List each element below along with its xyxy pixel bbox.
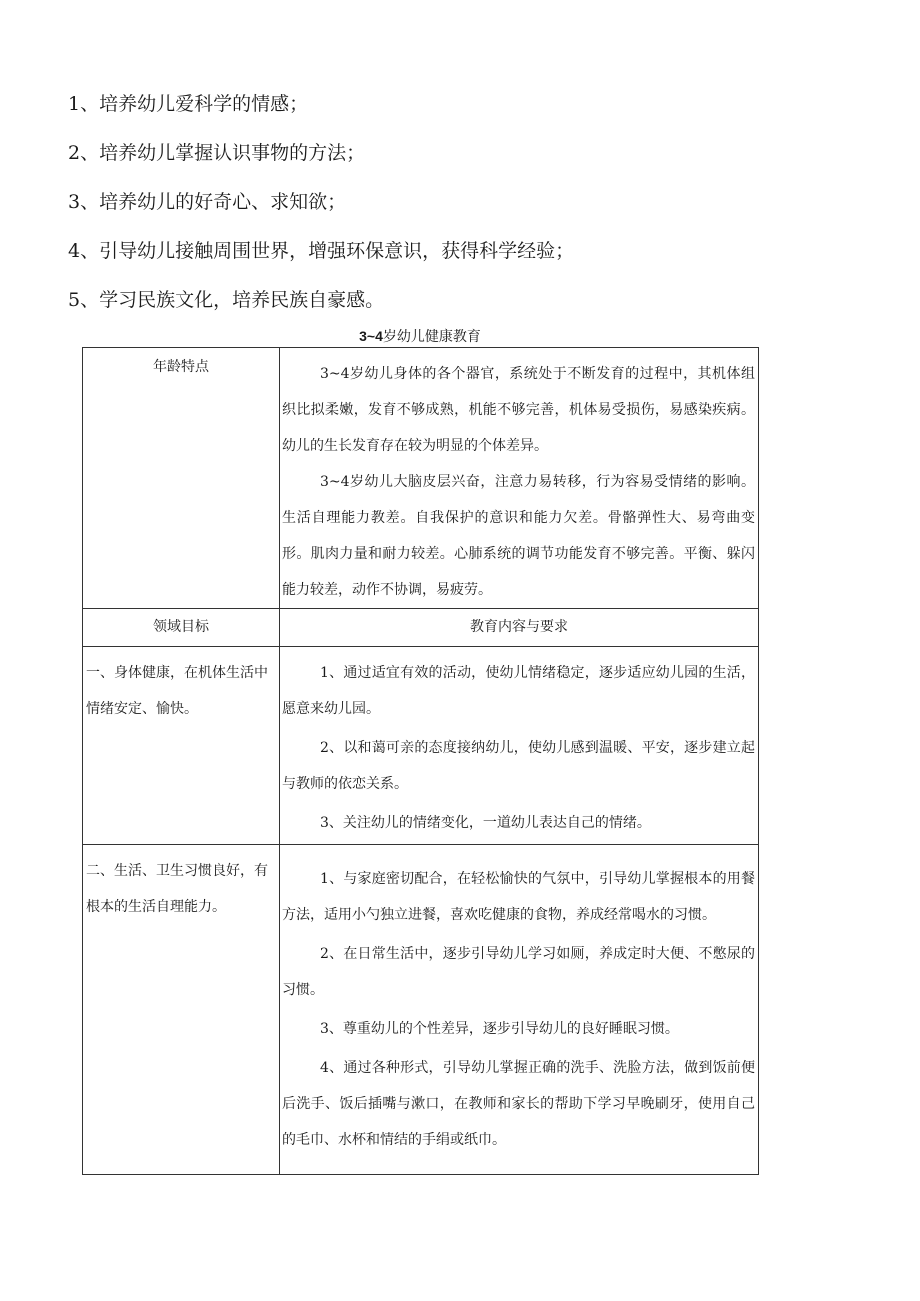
content-cell — [280, 647, 759, 845]
health-education-table — [82, 347, 759, 1175]
content-item: 4、通过各种形式，引导幼儿掌握正确的洗手、洗脸方法，做到饭前便后洗手、饭后插嘴与漱口，在教师和家长的帮助下学习早晚刷牙，使用自己的毛巾、水杯和情结的手绢或纸巾。 — [282, 1060, 755, 1148]
header-cell — [83, 609, 280, 647]
table-row — [83, 647, 759, 845]
goal-item: 2、培养幼儿掌握认识事物的方法； — [68, 142, 366, 164]
table-row — [83, 845, 759, 1175]
domain-text: 一、身体健康，在机体生活中情绪安定、愉快。 — [86, 665, 268, 717]
goal-item: 5、学习民族文化，培养民族自豪感。 — [68, 289, 385, 311]
content-item: 2、以和蔼可亲的态度接纳幼儿，使幼儿感到温暖、平安，逐步建立起与教师的依恋关系。 — [282, 740, 755, 792]
age-characteristics-cell — [280, 348, 759, 609]
domain-cell — [83, 647, 280, 845]
age-row — [83, 348, 759, 609]
content-item: 1、通过适宜有效的活动，使幼儿情绪稳定，逐步适应幼儿园的生活，愿意来幼儿园。 — [282, 665, 755, 717]
goal-item: 4、引导幼儿接触周围世界，增强环保意识，获得科学经验； — [68, 240, 575, 262]
content-item: 1、与家庭密切配合，在轻松愉快的气氛中，引导幼儿掌握根本的用餐方法，适用小勺独立进餐，喜欢吃健康的食物，养成经常喝水的习惯。 — [282, 871, 755, 923]
content-cell — [280, 845, 759, 1175]
header-row — [83, 609, 759, 647]
goals-list — [68, 84, 868, 329]
table-title — [82, 326, 758, 347]
table-title-text: 岁幼儿健康教育 — [382, 329, 481, 345]
age-paragraph: 3~4岁幼儿身体的各个器官，系统处于不断发育的过程中，其机体组织比拟柔嫩，发育不够成熟，机能不够完善，机体易受损伤，易感染疾病。幼儿的生长发育存在较为明显的个体差异。 — [282, 366, 755, 454]
content-item: 2、在日常生活中，逐步引导幼儿学习如厕，养成定时大便、不憋尿的习惯。 — [282, 946, 755, 998]
age-label-cell — [83, 348, 280, 609]
domain-text: 二、生活、卫生习惯良好，有根本的生活自理能力。 — [86, 863, 268, 915]
goal-item: 1、培养幼儿爱科学的情感； — [68, 93, 309, 115]
domain-goal-header: 领域目标 — [153, 619, 209, 635]
content-item: 3、尊重幼儿的个性差异，逐步引导幼儿的良好睡眠习惯。 — [320, 1021, 679, 1037]
age-paragraph: 3~4岁幼儿大脑皮层兴奋，注意力易转移，行为容易受情绪的影响。生活自理能力教差。自我保护的意识和能力欠差。骨骼弹性大、易弯曲变形。肌肉力量和耐力较差。心肺系统的调节功能发育不够完善。平衡、躲闪能力较差，动作不协调，易疲劳。 — [282, 474, 755, 598]
age-label: 年龄特点 — [153, 359, 209, 375]
content-header: 教育内容与要求 — [470, 619, 568, 635]
content-item: 3、关注幼儿的情绪变化，一道幼儿表达自己的情绪。 — [320, 815, 651, 831]
domain-cell — [83, 845, 280, 1175]
header-cell — [280, 609, 759, 647]
table-title-age: 3~4 — [359, 328, 383, 344]
goal-item: 3、培养幼儿的好奇心、求知欲； — [68, 191, 347, 213]
